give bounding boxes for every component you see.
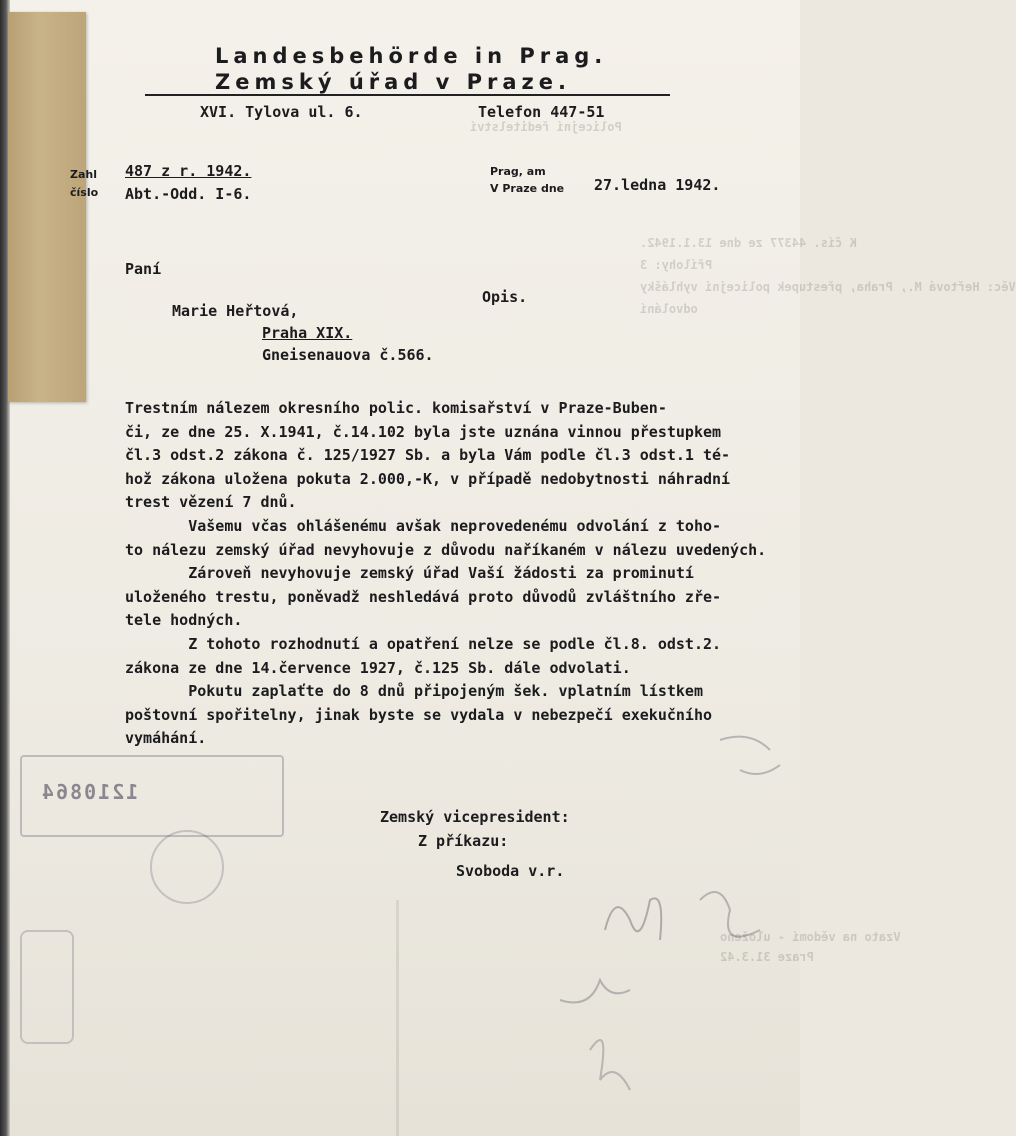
body-line: trest vězení 7 dnů. xyxy=(125,493,297,512)
show-through-text: odvolání xyxy=(640,302,698,316)
body-line: zákona ze dne 14.července 1927, č.125 Sb. dále odvolati. xyxy=(125,658,631,677)
body-line: čl.3 odst.2 zákona č. 125/1927 Sb. a byla Vám podle čl.3 odst.1 té- xyxy=(125,446,731,465)
body-line: Trestním nálezem okresního polic. komisařství v Praze-Buben- xyxy=(125,399,667,417)
recipient-street: Gneisenauova č.566. xyxy=(262,346,434,364)
signature-title: Zemský vicepresident: xyxy=(380,808,570,826)
show-through-text: K čís. 44377 ze dne 13.1.1942. xyxy=(640,236,857,250)
show-through-text: Věc: Heřtová M., Praha, přestupek policejní vyhlášky xyxy=(640,280,1016,294)
salutation: Paní xyxy=(125,260,162,278)
body-line: tele hodných. xyxy=(125,611,243,630)
show-through-text: Policejní ředitelství xyxy=(470,120,622,134)
body-line: poštovní spořitelny, jinak byste se vydala v nebezpečí exekučního xyxy=(125,705,712,724)
show-through-text: Praze 31.3.42 xyxy=(720,950,814,964)
show-through-text: Vzato na vědomí - uloženo xyxy=(720,930,901,944)
signature-name: Svoboda v.r. xyxy=(456,862,565,880)
body-line: hož zákona uložena pokuta 2.000,-K, v případě nedobytnosti náhradní xyxy=(125,469,731,488)
body-line: vymáhání. xyxy=(125,729,207,748)
recipient-city: Praha XIX. xyxy=(262,324,353,342)
body-line: to nálezu zemský úřad nevyhovuje z důvodu naříkaném v nálezu uvedených. xyxy=(125,540,767,559)
header-line-czech: Zemský úřad v Praze. xyxy=(215,70,571,94)
reference-label-cislo: číslo xyxy=(70,186,99,199)
document-date: 27.ledna 1942. xyxy=(594,176,721,194)
copy-mark: Opis. xyxy=(482,288,528,306)
body-line: Pokutu zaplaťte do 8 dnů připojeným šek. vplatním lístkem xyxy=(125,682,703,701)
reference-number: 487 z r. 1942. xyxy=(125,162,252,180)
body-line: uloženého trestu, poněvadž neshledává proto důvodů zvláštního zře- xyxy=(125,587,722,606)
signature-by-order: Z příkazu: xyxy=(418,832,509,850)
body-line: či, ze dne 25. X.1941, č.14.102 byla jste uznána vinnou přestupkem xyxy=(125,422,722,441)
body-line: Z tohoto rozhodnutí a opatření nelze se podle čl.8. odst.2. xyxy=(125,634,722,653)
place-label-german: Prag, am xyxy=(490,165,546,178)
body-line: Vašemu včas ohlášenému avšak neprovedenému odvolání z toho- xyxy=(125,516,722,535)
place-label-czech: V Praze dne xyxy=(490,182,565,195)
show-through-text: Přílohy: 3 xyxy=(640,258,713,272)
recipient-name: Marie Heřtová, xyxy=(172,302,299,320)
header-line-german: Landesbehörde in Prag. xyxy=(215,44,608,68)
stamp-number: 1210864 xyxy=(40,780,139,804)
reference-label-zahl: Zahl xyxy=(70,168,98,181)
office-telephone: Telefon 447-51 xyxy=(478,103,605,121)
body-line: Zároveň nevyhovuje zemský úřad Vaší žádosti za prominutí xyxy=(125,564,694,583)
department: Abt.-Odd. I-6. xyxy=(125,185,252,203)
office-address: XVI. Tylova ul. 6. xyxy=(200,103,363,121)
